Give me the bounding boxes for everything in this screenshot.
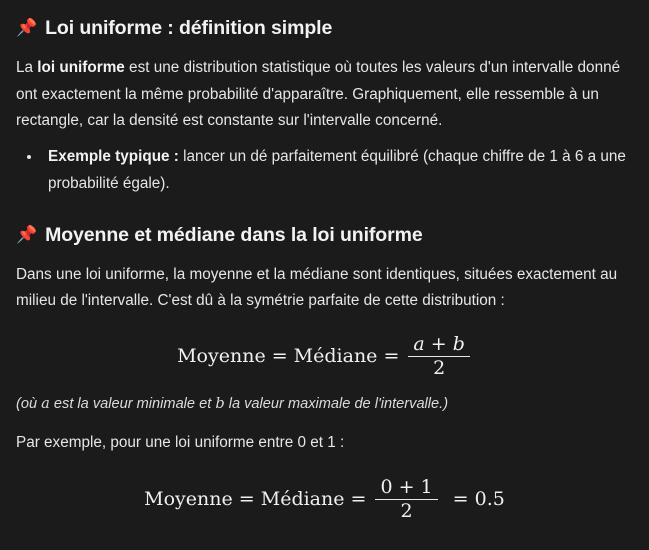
section-heading-text: Moyenne et médiane dans la loi uniforme <box>45 223 423 246</box>
example-label: Exemple typique : <box>48 148 179 166</box>
example-list <box>16 144 633 197</box>
note-text-mid: est la valeur minimale et <box>49 395 216 412</box>
definition-paragraph <box>16 55 633 134</box>
list-item <box>42 144 633 197</box>
example-intro-paragraph: Par exemple, pour une loi uniforme entre 0 et 1 : <box>16 434 345 452</box>
note-text-pre: (où <box>16 395 42 412</box>
fraction-denominator: 2 <box>400 500 413 523</box>
formula-left-side: Moyenne = Médiane = <box>177 344 400 367</box>
definition-term: loi uniforme <box>37 59 125 77</box>
fraction <box>408 332 470 379</box>
formula-left-side: Moyenne = Médiane = <box>144 488 367 511</box>
note-variable-a: a <box>41 394 50 412</box>
fraction-denominator: 2 <box>433 356 446 379</box>
fraction-numerator: 0 + 1 <box>380 476 433 499</box>
section-heading-definition <box>16 16 633 41</box>
section-heading-text: Loi uniforme : définition simple <box>45 17 333 39</box>
formula-mean-median-general <box>16 332 633 379</box>
section-heading-mean-median <box>16 223 633 248</box>
mean-median-paragraph: Dans une loi uniforme, la moyenne et la médiane sont identiques, situées exactement au milieu de l'intervalle. C'est dû à la symétrie parfaite de cette distribution : <box>16 266 618 310</box>
formula-mean-median-example <box>16 478 633 521</box>
definition-text-post: est une distribution statistique où toutes les valeurs d'un intervalle donné ont exactement la même probabilité d'apparaître. Graphiquement, elle ressemble à un rectangle, car la densité est constante sur l'intervalle concerné. <box>16 59 621 129</box>
note-variable-b: b <box>215 394 225 412</box>
variables-note <box>16 392 633 416</box>
pushpin-icon: 📌 <box>16 18 38 37</box>
formula-result: = 0.5 <box>452 488 505 511</box>
definition-text-pre: La <box>16 59 38 77</box>
fraction-numerator: a + b <box>413 332 465 355</box>
example-text: lancer un dé parfaitement équilibré (chaque chiffre de 1 à 6 a une probabilité égale). <box>48 148 626 192</box>
fraction <box>375 478 437 521</box>
note-text-post: la valeur maximale de l'intervalle.) <box>224 395 449 412</box>
pushpin-icon: 📌 <box>16 224 38 244</box>
